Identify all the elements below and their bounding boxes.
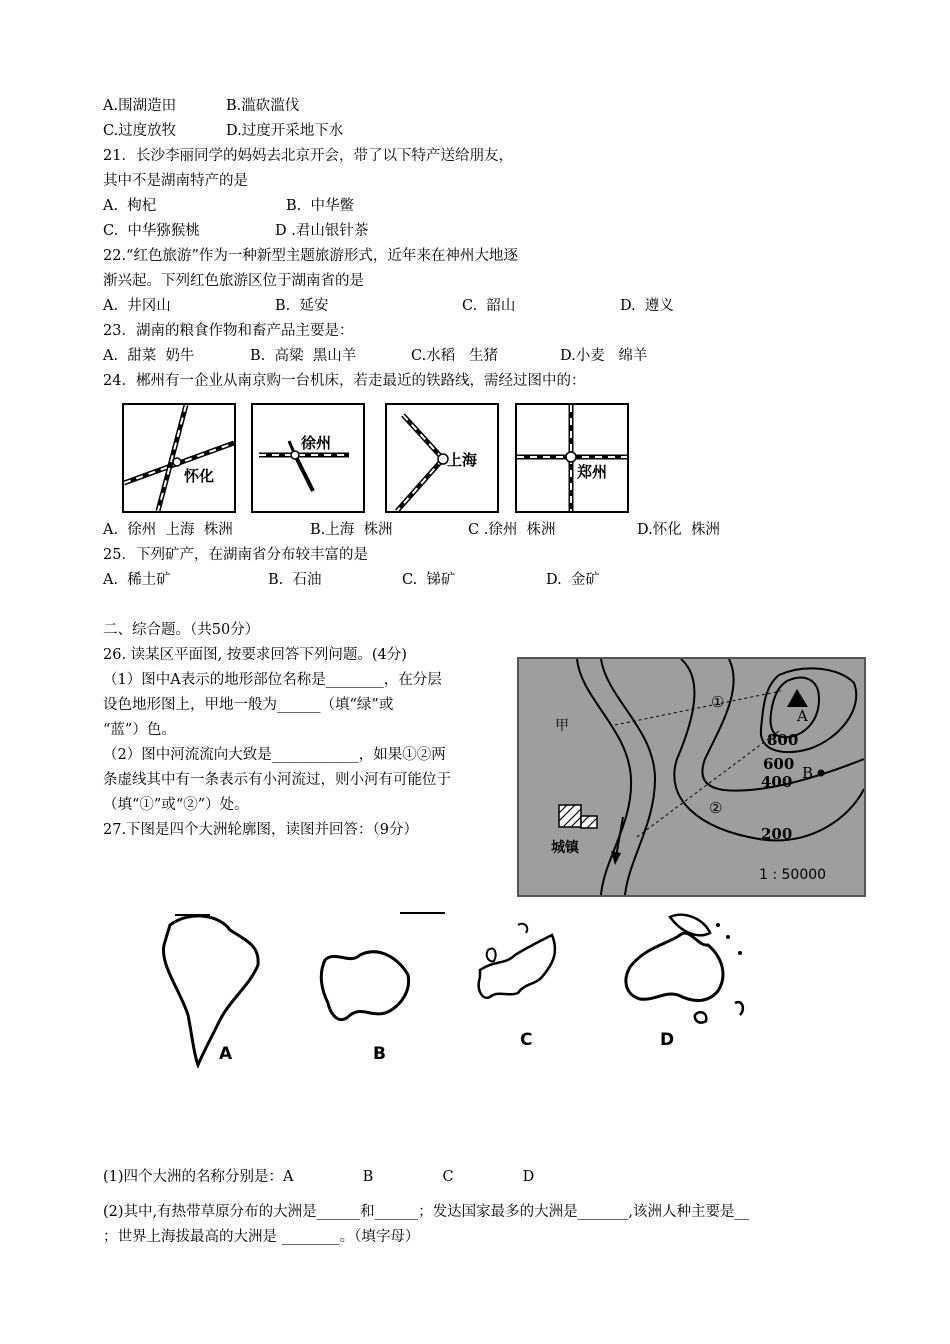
q26-part2: （2）图中河流流向大致是____________，如果①②两 bbox=[103, 747, 446, 763]
continent-label-a: A bbox=[219, 1044, 233, 1064]
q26-part1-end: “蓝”）色。 bbox=[103, 722, 176, 738]
q25-stem: 25．下列矿产，在湖南省分布较丰富的是 bbox=[103, 547, 368, 563]
q23-stem: 23．湖南的粮食作物和畜产品主要是： bbox=[103, 323, 354, 339]
junction-label: 上海 bbox=[447, 451, 478, 469]
q26-part1: （1）图中A表示的地形部位名称是________，在分层 bbox=[103, 672, 442, 688]
q21-stem-cont: 其中不是湖南特产的是 bbox=[103, 173, 248, 189]
q20-option-b: B.滥砍滥伐 bbox=[226, 98, 300, 114]
q24-stem: 24．郴州有一企业从南京购一台机床，若走最近的铁路线，需经过图中的： bbox=[103, 373, 586, 389]
q21-option-c: C. 中华猕猴桃 bbox=[103, 223, 200, 239]
q20-option-d: D.过度开采地下水 bbox=[226, 123, 344, 139]
q22-option-c: C. 韶山 bbox=[462, 298, 516, 314]
junction-label: 徐州 bbox=[301, 434, 332, 452]
section-heading: 二、综合题。（共50分） bbox=[103, 622, 260, 638]
point-b-label: B bbox=[802, 764, 814, 782]
dashed-line-2-label: ② bbox=[709, 799, 723, 817]
continent-label-d: D bbox=[660, 1030, 675, 1050]
label-jia: 甲 bbox=[555, 718, 569, 734]
q26-part1-cont: 设色地形图上，甲地一般为______（填“绿”或 bbox=[103, 697, 394, 713]
q21-option-d: D .君山银针茶 bbox=[275, 223, 369, 239]
q21-option-a: A. 枸杞 bbox=[103, 198, 157, 214]
contour-map bbox=[517, 657, 866, 897]
q24-option-b: B.上海 株洲 bbox=[310, 522, 393, 538]
q20-option-c: C.过度放牧 bbox=[103, 123, 177, 139]
q23-option-a: A. 甜菜 奶牛 bbox=[103, 348, 195, 364]
q22-option-a: A. 井冈山 bbox=[103, 298, 171, 314]
q24-option-c: C .徐州 株洲 bbox=[468, 522, 556, 538]
q25-option-a: A. 稀土矿 bbox=[103, 572, 171, 588]
q23-option-d: D.小麦 绵羊 bbox=[560, 348, 648, 364]
junction-map-huaihua bbox=[122, 403, 236, 513]
point-a-label: A bbox=[797, 707, 808, 725]
continent-label-c: C bbox=[520, 1030, 533, 1050]
label-town: 城镇 bbox=[551, 840, 579, 856]
junction-map-xuzhou bbox=[251, 403, 365, 513]
q23-option-b: B. 高粱 黑山羊 bbox=[250, 348, 357, 364]
q27-sub1: (1)四个大洲的名称分别是：A B C D bbox=[103, 1169, 535, 1185]
contour-200-label: 200 bbox=[761, 825, 793, 843]
q25-option-c: C. 锑矿 bbox=[402, 572, 456, 588]
junction-map-zhengzhou bbox=[515, 403, 629, 513]
continent-label-b: B bbox=[373, 1044, 386, 1064]
contour-600-label: 600 bbox=[763, 755, 795, 773]
map-scale: 1 : 50000 bbox=[759, 867, 827, 883]
q26-stem: 26. 读某区平面图, 按要求回答下列问题。(4分) bbox=[103, 647, 407, 663]
q27-sub2: (2)其中,有热带草原分布的大洲是______和______；发达国家最多的大洲是_______,该洲人种主要是__ bbox=[103, 1204, 750, 1220]
q22-option-d: D. 遵义 bbox=[620, 298, 674, 314]
junction-label: 郑州 bbox=[577, 463, 608, 481]
q26-part2-end: （填“①”或“②”）处。 bbox=[103, 797, 249, 813]
q22-stem-cont: 渐兴起。下列红色旅游区位于湖南省的是 bbox=[103, 273, 364, 289]
q24-option-d: D.怀化 株洲 bbox=[637, 522, 720, 538]
q25-option-d: D. 金矿 bbox=[546, 572, 600, 588]
contour-400-label: 400 bbox=[761, 773, 793, 791]
q25-option-b: B. 石油 bbox=[268, 572, 322, 588]
q20-option-a: A.围湖造田 bbox=[103, 98, 177, 114]
q21-stem: 21．长沙李丽同学的妈妈去北京开会，带了以下特产送给朋友， bbox=[103, 148, 513, 164]
q23-option-c: C.水稻 生猪 bbox=[411, 348, 499, 364]
q27-stem: 27.下图是四个大洲轮廓图，读图并回答：（9分） bbox=[103, 822, 419, 838]
dashed-line-1-label: ① bbox=[711, 693, 725, 711]
junction-label: 怀化 bbox=[184, 467, 215, 485]
junction-map-shanghai bbox=[385, 403, 499, 513]
q21-option-b: B. 中华鳖 bbox=[286, 198, 354, 214]
contour-800-label: 800 bbox=[767, 731, 799, 749]
q24-option-a: A. 徐州 上海 株洲 bbox=[103, 522, 233, 538]
q22-stem: 22.“红色旅游”作为一种新型主题旅游形式，近年来在神州大地逐 bbox=[103, 248, 518, 264]
q26-part2-cont: 条虚线其中有一条表示有小河流过，则小河有可能位于 bbox=[103, 772, 451, 788]
q22-option-b: B. 延安 bbox=[275, 298, 329, 314]
q27-sub2-cont: ；世界上海拔最高的大洲是 ________。（填字母） bbox=[103, 1229, 420, 1245]
